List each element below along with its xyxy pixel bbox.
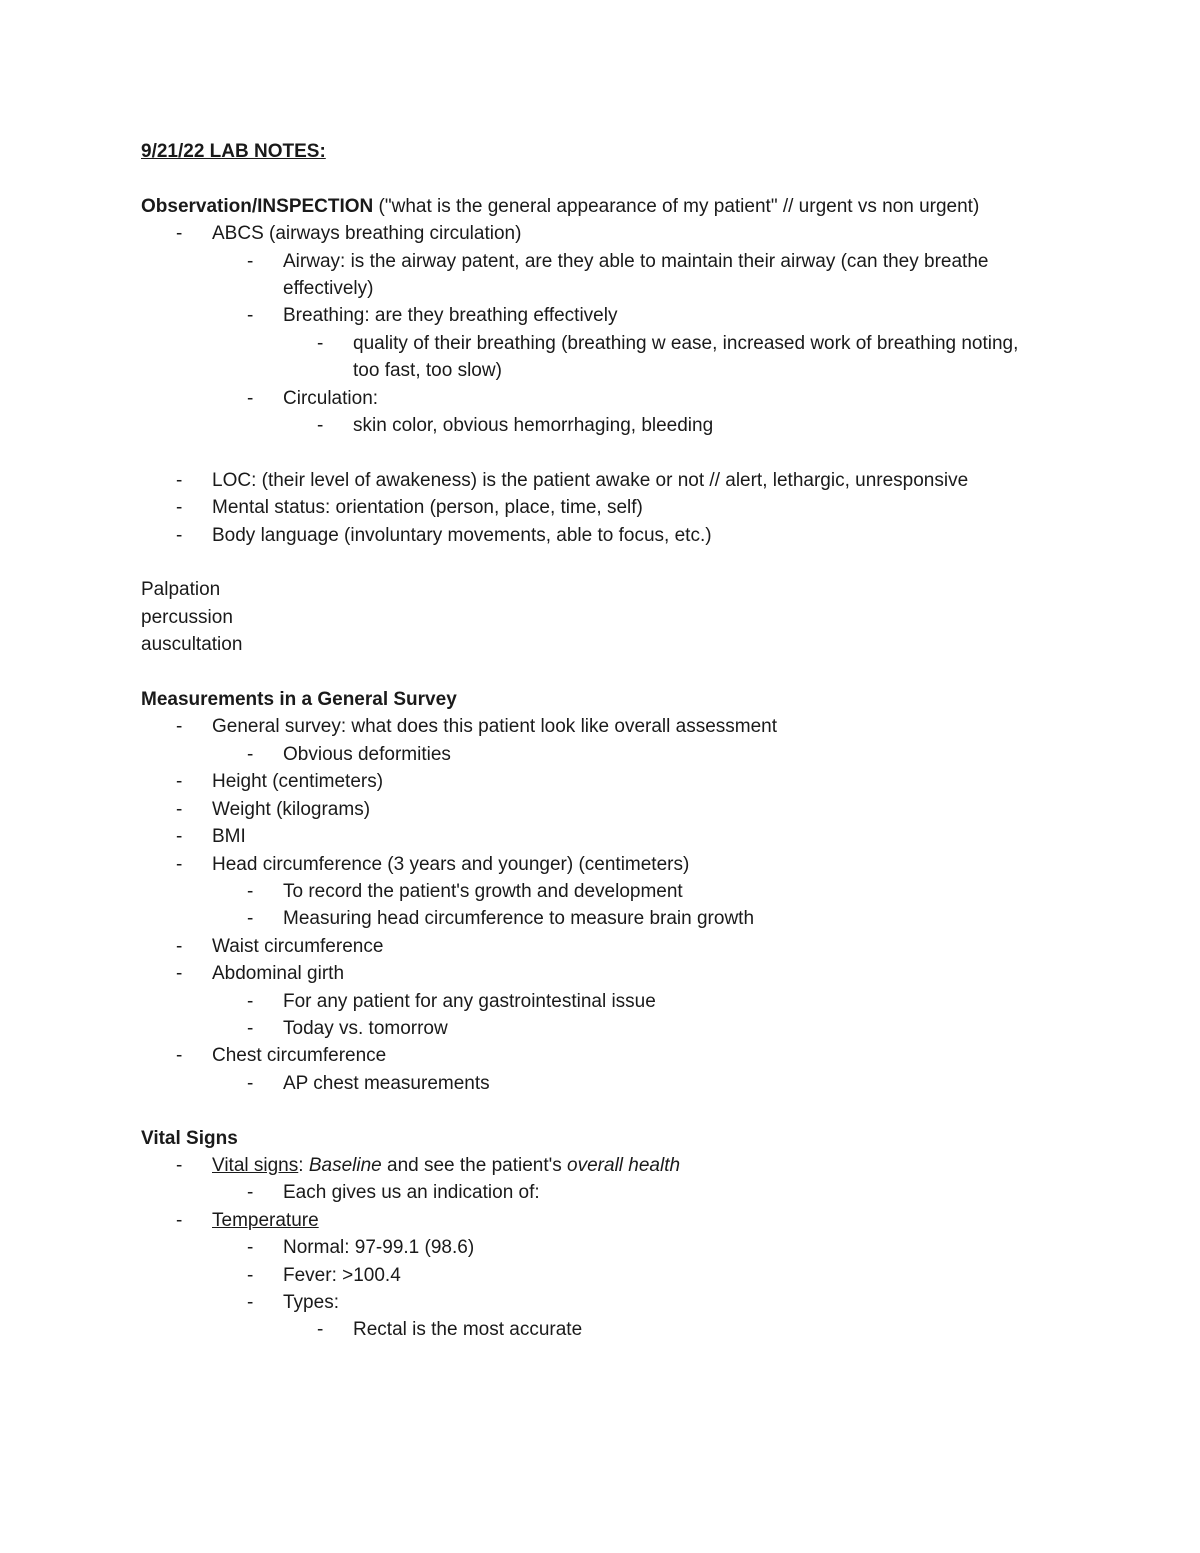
list-item: - Body language (involuntary movements, able to focus, etc.) <box>176 524 712 546</box>
technique-auscultation: auscultation <box>141 634 243 656</box>
list-item: - Breathing: are they breathing effectively <box>247 305 618 327</box>
technique-palpation: Palpation <box>141 579 221 601</box>
technique-percussion: percussion <box>141 606 233 628</box>
list-item: - Circulation: <box>247 387 379 409</box>
list-item: - Airway: is the airway patent, are they able to maintain their airway (can they breathe effectively) <box>247 250 989 300</box>
list-item: - Mental status: orientation (person, place, time, self) <box>176 497 643 519</box>
list-item: - Normal: 97-99.1 (98.6) <box>247 1237 475 1259</box>
list-item: - Measuring head circumference to measure brain growth <box>247 908 755 930</box>
list-item: - skin color, obvious hemorrhaging, bleeding <box>317 415 714 437</box>
list-item: - To record the patient's growth and development <box>247 880 683 902</box>
list-item: - Weight (kilograms) <box>176 798 371 820</box>
list-item: - quality of their breathing (breathing w ease, increased work of breathing noting, too fast, too slow) <box>317 332 1019 382</box>
list-item: - Height (centimeters) <box>176 771 384 793</box>
vital-signs-term: Vital signs <box>212 1154 299 1176</box>
notes-body <box>141 138 1041 1344</box>
list-item: - AP chest measurements <box>247 1072 490 1094</box>
list-item: - Today vs. tomorrow <box>247 1017 448 1039</box>
list-item: - BMI <box>176 826 246 848</box>
list-item: - General survey: what does this patient look like overall assessment <box>176 716 777 738</box>
temperature-term: Temperature <box>212 1209 319 1231</box>
list-item: - Obvious deformities <box>247 743 451 765</box>
list-item: - Head circumference (3 years and younger) (centimeters) <box>176 853 690 875</box>
list-item: - Vital signs: Baseline and see the patient's overall health <box>176 1154 681 1176</box>
list-item: - Temperature <box>176 1209 319 1231</box>
list-item: - Types: <box>247 1291 339 1313</box>
list-item: - For any patient for any gastrointestinal issue <box>247 990 656 1012</box>
observation-heading-note: ("what is the general appearance of my patient" // urgent vs non urgent) <box>373 195 980 217</box>
observation-heading: Observation/INSPECTION <box>141 195 374 217</box>
list-item: - Fever: >100.4 <box>247 1264 401 1286</box>
list-item: - Rectal is the most accurate <box>317 1319 583 1341</box>
list-item: - Abdominal girth <box>176 963 345 985</box>
list-item: - ABCS (airways breathing circulation) <box>176 223 522 245</box>
notes-title: 9/21/22 LAB NOTES: <box>141 141 326 162</box>
list-item: - Waist circumference <box>176 935 384 957</box>
vitals-heading-line <box>141 1125 1041 1152</box>
measurements-heading-line <box>141 686 1041 713</box>
vitals-heading: Vital Signs <box>141 1127 238 1149</box>
list-item: - Chest circumference <box>176 1045 387 1067</box>
list-item: - Each gives us an indication of: <box>247 1182 540 1204</box>
observation-heading-line <box>141 193 1041 220</box>
measurements-heading: Measurements in a General Survey <box>141 689 457 711</box>
list-item: - LOC: (their level of awakeness) is the patient awake or not // alert, lethargic, unresponsive <box>176 469 969 491</box>
